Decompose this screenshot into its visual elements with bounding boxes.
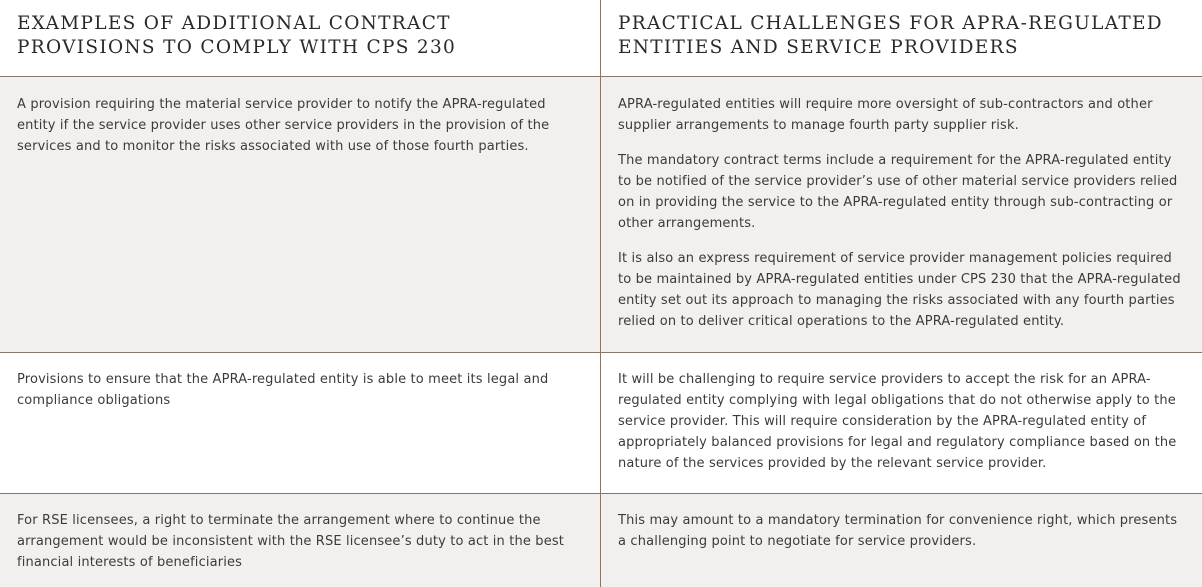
provision-text: Provisions to ensure that the APRA-regulated entity is able to meet its legal and compliance obligations	[17, 372, 549, 408]
provision-text: A provision requiring the material service provider to notify the APRA-regulated entity if the service provider uses other service providers in the provision of the services and to monitor the risks associated with use of those fourth parties.	[17, 97, 550, 154]
challenge-cell	[601, 77, 1202, 352]
provision-cell	[0, 77, 601, 352]
provision-cell	[0, 494, 601, 587]
challenge-cell	[601, 353, 1202, 493]
header-challenges: PRACTICAL CHALLENGES FOR APRA-REGULATED ENTITIES AND SERVICE PROVIDERS	[618, 13, 1163, 58]
challenge-cell	[601, 494, 1202, 587]
challenge-paragraph: This may amount to a mandatory termination for convenience right, which presents a challenging point to negotiate for service providers.	[618, 513, 1178, 549]
challenge-paragraph: The mandatory contract terms include a requirement for the APRA-regulated entity to be notified of the service provider’s use of other material service providers relied on in providing the service to the APRA-regulated entity through sub-contracting or other arrangements.	[618, 153, 1178, 231]
table-row	[0, 494, 1202, 587]
table-row	[0, 77, 1202, 353]
table-header-row	[0, 0, 1202, 77]
table-row	[0, 353, 1202, 494]
provision-text: For RSE licensees, a right to terminate the arrangement where to continue the arrangement would be inconsistent with the RSE licensee’s duty to act in the best financial interests of beneficiaries	[17, 513, 565, 570]
challenge-paragraph: It will be challenging to require service providers to accept the risk for an APRA-regulated entity complying with legal obligations that do not otherwise apply to the service provider. This will require consideration by the APRA-regulated entity of appropriately balanced provisions for legal and regulatory compliance based on the nature of the services provided by the relevant service provider.	[618, 372, 1177, 471]
challenge-paragraph: It is also an express requirement of service provider management policies required to be maintained by APRA-regulated entities under CPS 230 that the APRA-regulated entity set out its approach to managing the risks associated with any fourth parties relied on to deliver critical operations to the APRA-regulated entity.	[618, 251, 1181, 329]
challenge-paragraph: APRA-regulated entities will require more oversight of sub-contractors and other supplier arrangements to manage fourth party supplier risk.	[618, 97, 1153, 133]
provision-cell	[0, 353, 601, 493]
header-examples: EXAMPLES OF ADDITIONAL CONTRACT PROVISIONS TO COMPLY WITH CPS 230	[0, 0, 601, 76]
